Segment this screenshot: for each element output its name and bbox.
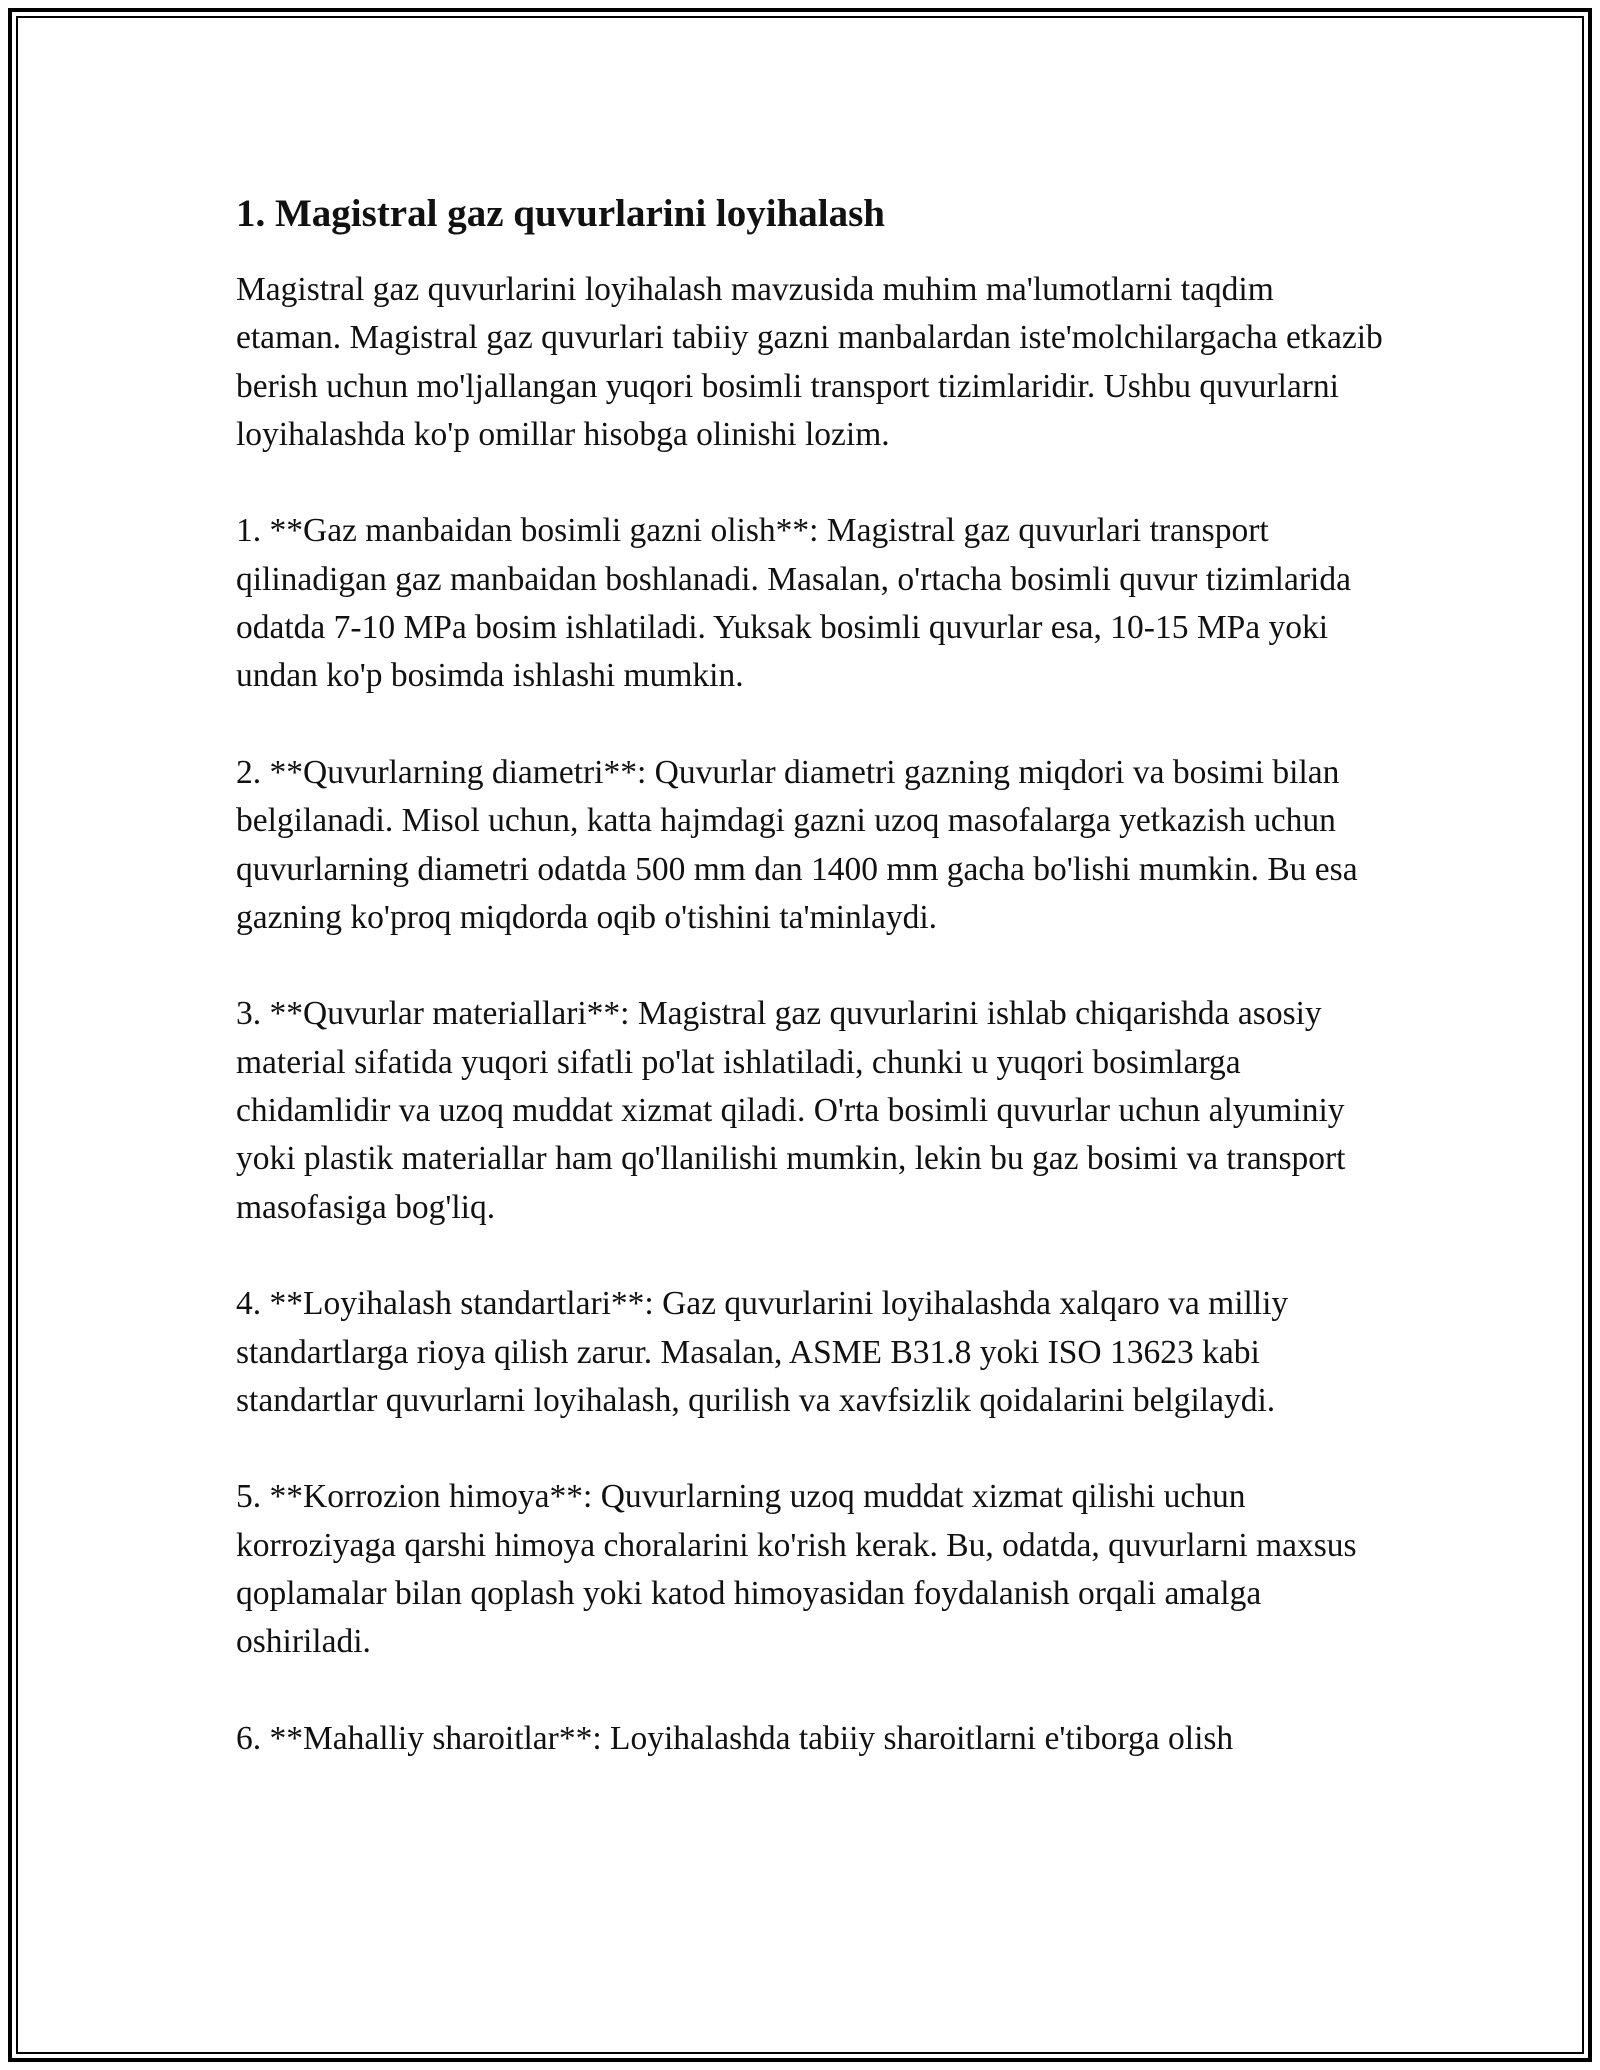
document-body [236, 190, 1386, 1812]
page-title: 1. Magistral gaz quvurlarini loyihalash [236, 192, 885, 235]
list-item-pipe-diameter: 2. **Quvurlarning diametri**: Quvurlar diametri gazning miqdori va bosimi bilan belgilanadi. Misol uchun, katta hajmdagi gazni uzoq masofalarga yetkazish uchun quvurlarning diametri odatda 500 mm dan 1400 mm gacha bo'lishi mumkin. Bu esa gazning ko'proq miqdorda oqib o'tishini ta'minlaydi. [236, 753, 1358, 936]
list-item-design-standards: 4. **Loyihalash standartlari**: Gaz quvurlarini loyihalashda xalqaro va milliy standartlarga rioya qilish zarur. Masalan, ASME B31.8 yoki ISO 13623 kabi standartlar quvurlarni loyihalash, qurilish va xavfsizlik qoidalarini belgilaydi. [236, 1285, 1289, 1419]
intro-paragraph: Magistral gaz quvurlarini loyihalash mavzusida muhim ma'lumotlarni taqdim etaman. Magistral gaz quvurlari tabiiy gazni manbalardan iste'molchilargacha etkazib berish uchun mo'ljallangan yuqori bosimli transport tizimlaridir. Ushbu quvurlarni loyihalashda ko'p omillar hisobga olinishi lozim. [236, 271, 1383, 453]
list-item-pipe-materials: 3. **Quvurlar materiallari**: Magistral gaz quvurlarini ishlab chiqarishda asosiy material sifatida yuqori sifatli po'lat ishlatiladi, chunki u yuqori bosimlarga chidamlidir va uzoq muddat xizmat qiladi. O'rta bosimli quvurlar uchun alyuminiy yoki plastik materiallar ham qo'llanilishi mumkin, lekin bu gaz bosimi va transport masofasiga bog'liq. [236, 995, 1346, 1226]
list-item-gas-source: 1. **Gaz manbaidan bosimli gazni olish**: Magistral gaz quvurlari transport qilinadigan gaz manbaidan boshlanadi. Masalan, o'rtacha bosimli quvur tizimlarida odatda 7-10 MPa bosim ishlatiladi. Yuksak bosimli quvurlar esa, 10-15 MPa yoki undan ko'p bosimda ishlashi mumkin. [236, 512, 1351, 695]
list-item-local-conditions: 6. **Mahalliy sharoitlar**: Loyihalashda tabiiy sharoitlarni e'tiborga olish [236, 1719, 1234, 1757]
list-item-corrosion-protection: 5. **Korrozion himoya**: Quvurlarning uzoq muddat xizmat qilishi uchun korroziyaga qarshi himoya choralarini ko'rish kerak. Bu, odatda, quvurlarni maxsus qoplamalar bilan qoplash yoki katod himoyasidan foydalanish orqali amalga oshiriladi. [236, 1478, 1357, 1661]
